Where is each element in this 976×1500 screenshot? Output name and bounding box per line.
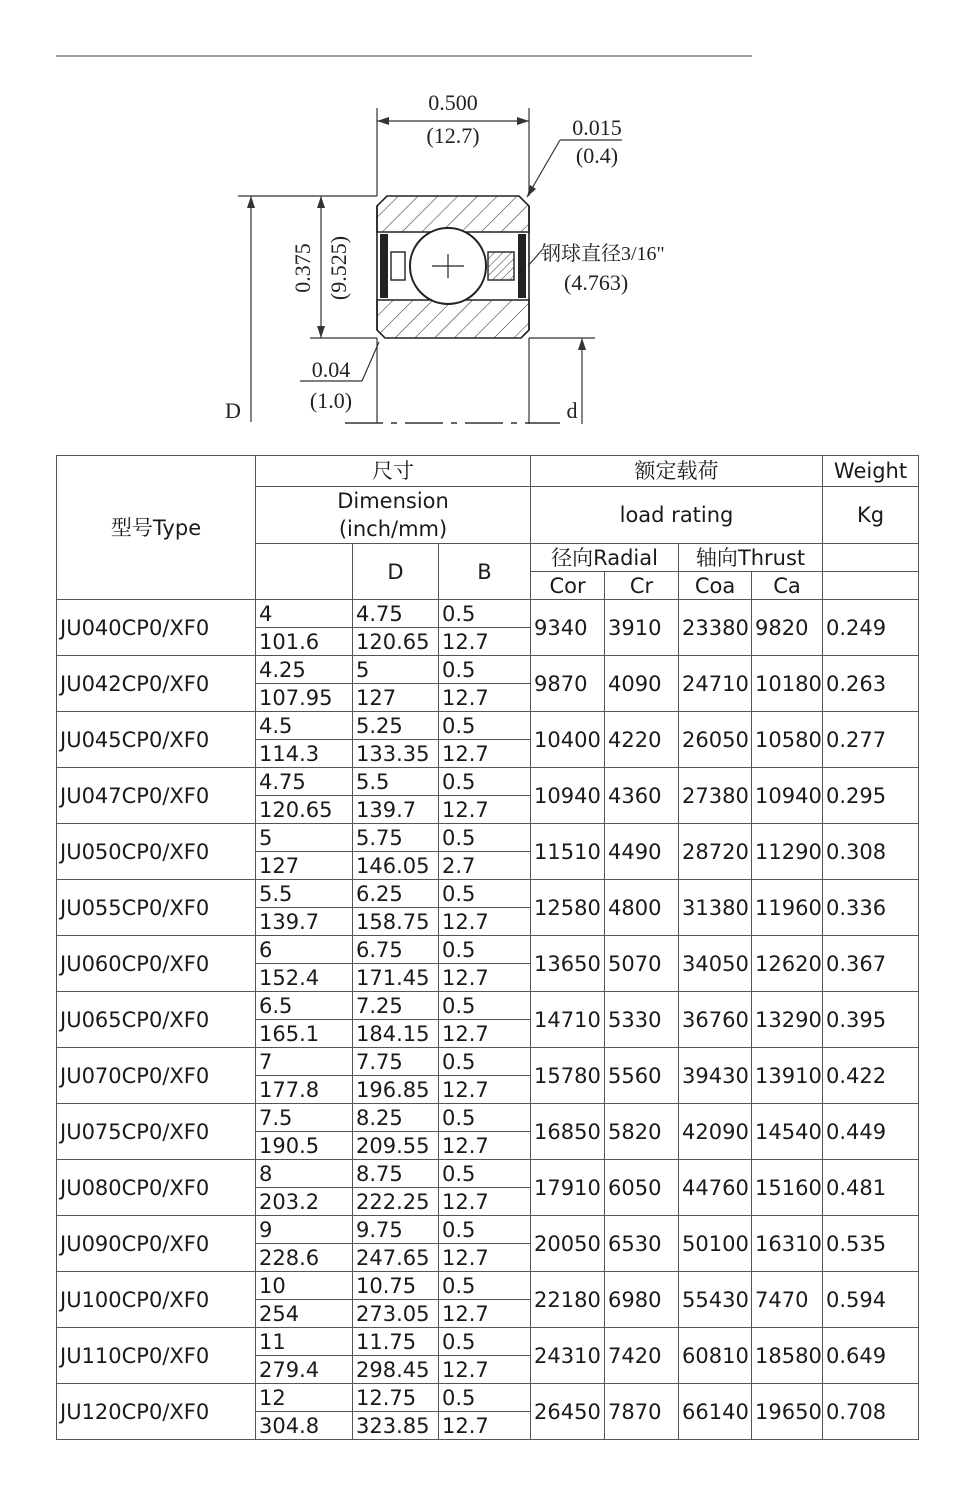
cr-cell: 4090 xyxy=(605,656,679,712)
ca-cell: 7470 xyxy=(752,1272,823,1328)
model-cell: JU060CP0/XF0 xyxy=(57,936,256,992)
coa-cell: 36760 xyxy=(679,992,752,1048)
cor-cell: 17910 xyxy=(531,1160,605,1216)
radial-header: 径向Radial xyxy=(531,544,679,572)
weight-cell: 0.367 xyxy=(823,936,919,992)
cr-cell: 6050 xyxy=(605,1160,679,1216)
weight-cell: 0.263 xyxy=(823,656,919,712)
table-row xyxy=(57,600,919,628)
weight-header: Weight xyxy=(823,456,919,487)
coa-cell: 34050 xyxy=(679,936,752,992)
width-inch-cell: 0.5 xyxy=(439,824,531,852)
ca-cell: 9820 xyxy=(752,600,823,656)
width-inch-cell: 0.5 xyxy=(439,880,531,908)
outer-inch-cell: 5 xyxy=(353,656,439,684)
width-mm-cell: 12.7 xyxy=(439,1300,531,1328)
chamfer-in-label: 0.015 xyxy=(572,115,622,140)
table-row xyxy=(57,1384,919,1412)
weight-cell: 0.277 xyxy=(823,712,919,768)
bore-mm-cell: 127 xyxy=(256,852,353,880)
ca-cell: 16310 xyxy=(752,1216,823,1272)
width-mm-cell: 12.7 xyxy=(439,628,531,656)
weight-cell: 0.249 xyxy=(823,600,919,656)
d-column-header xyxy=(256,544,353,600)
bore-mm-cell: 228.6 xyxy=(256,1244,353,1272)
coa-cell: 31380 xyxy=(679,880,752,936)
table-row xyxy=(57,768,919,796)
bore-inch-cell: 9 xyxy=(256,1216,353,1244)
cr-cell: 3910 xyxy=(605,600,679,656)
width-inch-cell: 0.5 xyxy=(439,1272,531,1300)
width-mm-cell: 12.7 xyxy=(439,1356,531,1384)
model-header: 型号Type xyxy=(57,456,256,600)
ca-cell: 19650 xyxy=(752,1384,823,1440)
ca-cell: 18580 xyxy=(752,1328,823,1384)
outer-mm-cell: 298.45 xyxy=(353,1356,439,1384)
coa-cell: 55430 xyxy=(679,1272,752,1328)
cor-cell: 10940 xyxy=(531,768,605,824)
outer-mm-cell: 247.65 xyxy=(353,1244,439,1272)
width-inch-cell: 0.5 xyxy=(439,656,531,684)
table-row xyxy=(57,992,919,1020)
width-mm-cell: 12.7 xyxy=(439,1132,531,1160)
bore-mm-cell: 165.1 xyxy=(256,1020,353,1048)
dimension-unit-label: (inch/mm) xyxy=(338,517,448,541)
model-cell: JU090CP0/XF0 xyxy=(57,1216,256,1272)
width-in-label: 0.500 xyxy=(428,90,478,115)
weight-cell: 0.449 xyxy=(823,1104,919,1160)
outer-inch-cell: 4.75 xyxy=(353,600,439,628)
cor-cell: 20050 xyxy=(531,1216,605,1272)
load-en-header: load rating xyxy=(531,487,823,544)
outer-mm-cell: 323.85 xyxy=(353,1412,439,1440)
table-row xyxy=(57,712,919,740)
bearing-spec-table xyxy=(56,455,919,1440)
bore-mm-cell: 177.8 xyxy=(256,1076,353,1104)
outer-inch-cell: 7.25 xyxy=(353,992,439,1020)
coa-cell: 50100 xyxy=(679,1216,752,1272)
weight-cell: 0.336 xyxy=(823,880,919,936)
cr-cell: 4800 xyxy=(605,880,679,936)
width-inch-cell: 0.5 xyxy=(439,992,531,1020)
ca-cell: 13910 xyxy=(752,1048,823,1104)
outer-inch-cell: 8.75 xyxy=(353,1160,439,1188)
weight-cell: 0.708 xyxy=(823,1384,919,1440)
cor-cell: 22180 xyxy=(531,1272,605,1328)
bore-mm-cell: 304.8 xyxy=(256,1412,353,1440)
ball-mm-label: (4.763) xyxy=(564,270,629,295)
bore-inch-cell: 7.5 xyxy=(256,1104,353,1132)
width-mm-label: (12.7) xyxy=(426,123,480,148)
thrust-header: 轴向Thrust xyxy=(679,544,823,572)
bore-inch-cell: 8 xyxy=(256,1160,353,1188)
table-row xyxy=(57,936,919,964)
weight-cell: 0.649 xyxy=(823,1328,919,1384)
width-inch-cell: 0.5 xyxy=(439,1328,531,1356)
section-in-label: 0.375 xyxy=(290,243,315,293)
outer-mm-cell: 196.85 xyxy=(353,1076,439,1104)
ca-cell: 10180 xyxy=(752,656,823,712)
width-mm-cell: 12.7 xyxy=(439,796,531,824)
outer-mm-cell: 120.65 xyxy=(353,628,439,656)
coa-cell: 39430 xyxy=(679,1048,752,1104)
bore-mm-cell: 279.4 xyxy=(256,1356,353,1384)
weight-spacer-1 xyxy=(823,544,919,572)
model-cell: JU110CP0/XF0 xyxy=(57,1328,256,1384)
coa-cell: 60810 xyxy=(679,1328,752,1384)
label-d: d xyxy=(566,398,578,423)
outer-inch-cell: 6.25 xyxy=(353,880,439,908)
outer-inch-cell: 7.75 xyxy=(353,1048,439,1076)
width-inch-cell: 0.5 xyxy=(439,712,531,740)
table-row xyxy=(57,1048,919,1076)
coa-cell: 28720 xyxy=(679,824,752,880)
cr-cell: 7870 xyxy=(605,1384,679,1440)
table-row xyxy=(57,656,919,684)
outer-inch-cell: 5.5 xyxy=(353,768,439,796)
table-row xyxy=(57,1104,919,1132)
model-cell: JU055CP0/XF0 xyxy=(57,880,256,936)
outer-inch-cell: 8.25 xyxy=(353,1104,439,1132)
coa-cell: 26050 xyxy=(679,712,752,768)
cor-cell: 11510 xyxy=(531,824,605,880)
bore-inch-cell: 5 xyxy=(256,824,353,852)
bore-mm-cell: 107.95 xyxy=(256,684,353,712)
bearing-cross-section-drawing xyxy=(0,0,976,455)
model-cell: JU045CP0/XF0 xyxy=(57,712,256,768)
cor-header: Cor xyxy=(531,572,605,600)
width-inch-cell: 0.5 xyxy=(439,1104,531,1132)
cor-cell: 9340 xyxy=(531,600,605,656)
bore-inch-cell: 6.5 xyxy=(256,992,353,1020)
radius-mm-label: (1.0) xyxy=(309,388,353,413)
chamfer-mm-label: (0.4) xyxy=(575,143,619,168)
bore-mm-cell: 139.7 xyxy=(256,908,353,936)
width-inch-cell: 0.5 xyxy=(439,1216,531,1244)
bore-inch-cell: 11 xyxy=(256,1328,353,1356)
coa-cell: 44760 xyxy=(679,1160,752,1216)
ball-diameter-callout xyxy=(528,242,665,295)
cr-cell: 7420 xyxy=(605,1328,679,1384)
table-row xyxy=(57,1160,919,1188)
ca-cell: 12620 xyxy=(752,936,823,992)
bore-mm-cell: 152.4 xyxy=(256,964,353,992)
cor-cell: 10400 xyxy=(531,712,605,768)
outer-inch-cell: 9.75 xyxy=(353,1216,439,1244)
cr-cell: 4360 xyxy=(605,768,679,824)
outer-diameter-dimension xyxy=(225,196,377,423)
outer-mm-cell: 146.05 xyxy=(353,852,439,880)
bore-mm-cell: 203.2 xyxy=(256,1188,353,1216)
ca-cell: 10580 xyxy=(752,712,823,768)
cor-cell: 9870 xyxy=(531,656,605,712)
outer-mm-cell: 209.55 xyxy=(353,1132,439,1160)
weight-cell: 0.535 xyxy=(823,1216,919,1272)
width-mm-cell: 12.7 xyxy=(439,684,531,712)
cr-cell: 5330 xyxy=(605,992,679,1048)
width-mm-cell: 12.7 xyxy=(439,1244,531,1272)
outer-mm-cell: 133.35 xyxy=(353,740,439,768)
width-mm-cell: 12.7 xyxy=(439,1188,531,1216)
table-row xyxy=(57,1272,919,1300)
weight-cell: 0.308 xyxy=(823,824,919,880)
bore-diameter-dimension xyxy=(345,338,595,424)
width-mm-cell: 12.7 xyxy=(439,740,531,768)
model-cell: JU047CP0/XF0 xyxy=(57,768,256,824)
bore-mm-cell: 101.6 xyxy=(256,628,353,656)
ca-cell: 11290 xyxy=(752,824,823,880)
bore-mm-cell: 190.5 xyxy=(256,1132,353,1160)
bore-mm-cell: 114.3 xyxy=(256,740,353,768)
ca-cell: 13290 xyxy=(752,992,823,1048)
cor-cell: 12580 xyxy=(531,880,605,936)
ball-label: 钢球直径3/16" xyxy=(541,243,665,265)
cr-cell: 5820 xyxy=(605,1104,679,1160)
weight-cell: 0.481 xyxy=(823,1160,919,1216)
bore-inch-cell: 7 xyxy=(256,1048,353,1076)
outer-mm-cell: 171.45 xyxy=(353,964,439,992)
coa-cell: 66140 xyxy=(679,1384,752,1440)
coa-cell: 24710 xyxy=(679,656,752,712)
outer-mm-cell: 184.15 xyxy=(353,1020,439,1048)
bore-inch-cell: 4 xyxy=(256,600,353,628)
cor-cell: 13650 xyxy=(531,936,605,992)
model-cell: JU075CP0/XF0 xyxy=(57,1104,256,1160)
table-row xyxy=(57,1328,919,1356)
chamfer-dimension xyxy=(527,115,622,197)
width-inch-cell: 0.5 xyxy=(439,768,531,796)
load-cn-header: 额定载荷 xyxy=(531,456,823,487)
bore-inch-cell: 10 xyxy=(256,1272,353,1300)
radius-dimension xyxy=(300,338,379,423)
cr-header: Cr xyxy=(605,572,679,600)
bore-mm-cell: 120.65 xyxy=(256,796,353,824)
outer-inch-cell: 10.75 xyxy=(353,1272,439,1300)
width-dimension xyxy=(377,90,529,196)
model-cell: JU065CP0/XF0 xyxy=(57,992,256,1048)
bore-inch-cell: 4.25 xyxy=(256,656,353,684)
weight-cell: 0.422 xyxy=(823,1048,919,1104)
width-mm-cell: 12.7 xyxy=(439,1076,531,1104)
model-cell: JU100CP0/XF0 xyxy=(57,1272,256,1328)
model-cell: JU070CP0/XF0 xyxy=(57,1048,256,1104)
outer-mm-cell: 158.75 xyxy=(353,908,439,936)
cr-cell: 5070 xyxy=(605,936,679,992)
ca-cell: 11960 xyxy=(752,880,823,936)
width-inch-cell: 0.5 xyxy=(439,1048,531,1076)
outer-inch-cell: 12.75 xyxy=(353,1384,439,1412)
cr-cell: 4490 xyxy=(605,824,679,880)
bore-mm-cell: 254 xyxy=(256,1300,353,1328)
outer-mm-cell: 222.25 xyxy=(353,1188,439,1216)
coa-cell: 27380 xyxy=(679,768,752,824)
model-cell: JU040CP0/XF0 xyxy=(57,600,256,656)
weight-cell: 0.594 xyxy=(823,1272,919,1328)
width-inch-cell: 0.5 xyxy=(439,600,531,628)
coa-header: Coa xyxy=(679,572,752,600)
width-inch-cell: 0.5 xyxy=(439,1384,531,1412)
ca-header: Ca xyxy=(752,572,823,600)
bore-inch-cell: 12 xyxy=(256,1384,353,1412)
section-mm-label: (9.525) xyxy=(326,235,351,301)
label-D: D xyxy=(225,398,241,423)
table-row xyxy=(57,880,919,908)
D-column-header: D xyxy=(353,544,439,600)
coa-cell: 23380 xyxy=(679,600,752,656)
weight-cell: 0.395 xyxy=(823,992,919,1048)
cor-cell: 15780 xyxy=(531,1048,605,1104)
outer-mm-cell: 273.05 xyxy=(353,1300,439,1328)
model-cell: JU050CP0/XF0 xyxy=(57,824,256,880)
width-mm-cell: 12.7 xyxy=(439,1412,531,1440)
outer-mm-cell: 127 xyxy=(353,684,439,712)
outer-inch-cell: 11.75 xyxy=(353,1328,439,1356)
dimension-cn-header: 尺寸 xyxy=(256,456,531,487)
width-inch-cell: 0.5 xyxy=(439,936,531,964)
bearing-section xyxy=(377,196,529,338)
dimension-en-label: Dimension xyxy=(337,489,449,513)
width-inch-cell: 0.5 xyxy=(439,1160,531,1188)
width-mm-cell: 12.7 xyxy=(439,908,531,936)
bore-inch-cell: 5.5 xyxy=(256,880,353,908)
cor-cell: 14710 xyxy=(531,992,605,1048)
outer-inch-cell: 5.25 xyxy=(353,712,439,740)
cor-cell: 24310 xyxy=(531,1328,605,1384)
ca-cell: 10940 xyxy=(752,768,823,824)
outer-mm-cell: 139.7 xyxy=(353,796,439,824)
ca-cell: 15160 xyxy=(752,1160,823,1216)
cor-cell: 26450 xyxy=(531,1384,605,1440)
bore-inch-cell: 6 xyxy=(256,936,353,964)
B-column-header: B xyxy=(439,544,531,600)
cr-cell: 5560 xyxy=(605,1048,679,1104)
outer-inch-cell: 6.75 xyxy=(353,936,439,964)
radius-in-label: 0.04 xyxy=(311,357,351,382)
table-row xyxy=(57,1216,919,1244)
width-mm-cell: 2.7 xyxy=(439,852,531,880)
width-mm-cell: 12.7 xyxy=(439,1020,531,1048)
dimension-en-header xyxy=(256,487,531,544)
model-cell: JU120CP0/XF0 xyxy=(57,1384,256,1440)
weight-spacer-2 xyxy=(823,572,919,600)
bore-inch-cell: 4.5 xyxy=(256,712,353,740)
bore-inch-cell: 4.75 xyxy=(256,768,353,796)
section-height-dimension xyxy=(290,196,377,338)
outer-inch-cell: 5.75 xyxy=(353,824,439,852)
cr-cell: 4220 xyxy=(605,712,679,768)
model-cell: JU080CP0/XF0 xyxy=(57,1160,256,1216)
cr-cell: 6980 xyxy=(605,1272,679,1328)
cr-cell: 6530 xyxy=(605,1216,679,1272)
model-cell: JU042CP0/XF0 xyxy=(57,656,256,712)
weight-unit-header: Kg xyxy=(823,487,919,544)
cor-cell: 16850 xyxy=(531,1104,605,1160)
width-mm-cell: 12.7 xyxy=(439,964,531,992)
table-row xyxy=(57,824,919,852)
weight-cell: 0.295 xyxy=(823,768,919,824)
coa-cell: 42090 xyxy=(679,1104,752,1160)
ca-cell: 14540 xyxy=(752,1104,823,1160)
